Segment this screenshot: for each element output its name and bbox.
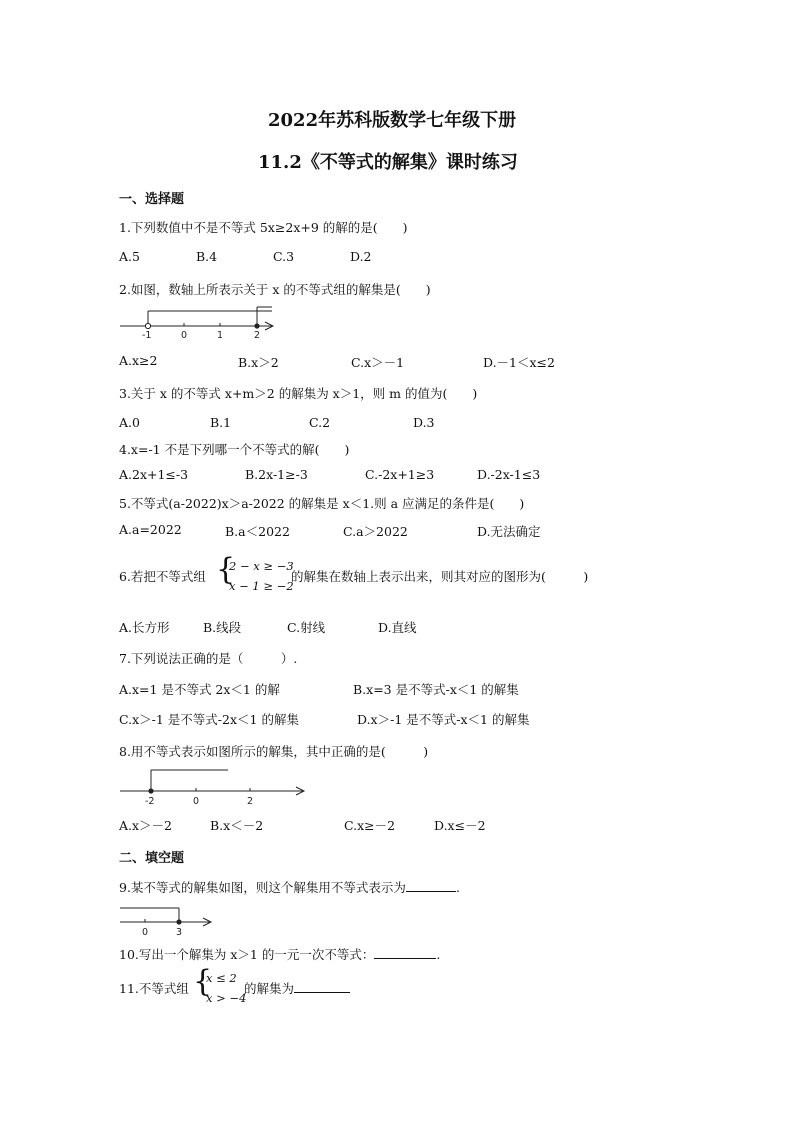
q3-option-c: C.2 <box>309 415 331 430</box>
q7-option-a: A.x=1 是不等式 2x＜1 的解 <box>119 682 280 697</box>
q4-option-c: C.-2x+1≥3 <box>365 467 435 482</box>
q5-option-d: D.无法确定 <box>477 524 541 539</box>
q5-option-a: A.a=2022 <box>119 522 182 537</box>
q7-option-d: D.x＞-1 是不等式-x＜1 的解集 <box>357 712 530 727</box>
q4-option-a: A.2x+1≤-3 <box>119 467 189 482</box>
question-2: 2.如图，数轴上所表示关于 x 的不等式组的解集是( ) <box>119 282 431 297</box>
question-10-text: 10.写出一个解集为 x＞1 的一元一次不等式： <box>119 947 375 962</box>
question-11 <box>244 979 350 997</box>
q8-option-c: C.x≥－2 <box>344 818 396 833</box>
q6-option-c: C.射线 <box>287 620 326 635</box>
q3-option-d: D.3 <box>413 415 435 430</box>
question-8: 8.用不等式表示如图所示的解集，其中正确的是( ) <box>119 744 429 759</box>
section-heading-fill: 二、填空题 <box>119 851 185 866</box>
q6-system-line-2: x − 1 ≥ −2 <box>229 579 294 593</box>
answer-blank[interactable] <box>406 879 456 892</box>
q5-option-c: C.a＞2022 <box>343 524 408 539</box>
answer-blank[interactable] <box>294 980 350 993</box>
question-6-prefix: 6.若把不等式组 <box>119 569 206 584</box>
document-subtitle: 11.2《不等式的解集》课时练习 <box>258 152 518 173</box>
q6-system-brace: { <box>216 552 236 587</box>
q6-option-a: A.长方形 <box>119 620 170 635</box>
question-5: 5.不等式(a-2022)x＞a-2022 的解集是 x＜1.则 a 应满足的条件是( ) <box>119 496 525 511</box>
q8-tick-label: -2 <box>145 796 155 807</box>
document-title: 2022年苏科版数学七年级下册 <box>268 110 517 131</box>
q2-tick-label: 2 <box>254 330 261 340</box>
section-heading-choice: 一、选择题 <box>119 192 185 207</box>
q8-tick-label: 0 <box>193 796 200 807</box>
question-9 <box>119 878 460 896</box>
q2-option-c: C.x＞－1 <box>351 355 405 370</box>
q2-option-a: A.x≥2 <box>119 353 158 368</box>
q3-option-b: B.1 <box>210 415 232 430</box>
question-3: 3.关于 x 的不等式 x+m＞2 的解集为 x＞1，则 m 的值为( ) <box>119 386 478 401</box>
question-10 <box>119 945 440 963</box>
q6-system-line-1: 2 − x ≥ −3 <box>229 559 294 573</box>
answer-blank[interactable] <box>374 946 436 959</box>
q1-option-a: A.5 <box>119 249 140 264</box>
question-1: 1.下列数值中不是不等式 5x≥2x+9 的解的是( ) <box>119 220 408 235</box>
q6-option-b: B.线段 <box>203 620 242 635</box>
q11-system-line-2: x > −4 <box>206 991 247 1005</box>
q8-option-b: B.x＜－2 <box>210 818 264 833</box>
question-9-end: . <box>455 880 460 895</box>
q2-option-d: D.－1＜x≤2 <box>483 355 555 370</box>
question-11-suffix: 的解集为 <box>244 981 295 996</box>
q2-number-line <box>118 304 278 340</box>
question-7: 7.下列说法正确的是（ ）. <box>119 651 298 666</box>
q2-tick-label: 0 <box>181 330 188 340</box>
q4-option-d: D.-2x-1≤3 <box>477 467 541 482</box>
q8-number-line <box>118 764 310 808</box>
q11-system-line-1: x ≤ 2 <box>206 971 237 985</box>
q9-number-line <box>118 902 214 938</box>
q9-tick-label: 0 <box>142 927 149 938</box>
q1-option-b: B.4 <box>196 249 218 264</box>
question-11-prefix: 11.不等式组 <box>119 981 189 996</box>
q5-option-b: B.a＜2022 <box>225 524 290 539</box>
q7-option-c: C.x＞-1 是不等式-2x＜1 的解集 <box>119 712 299 727</box>
q8-option-a: A.x＞－2 <box>119 818 173 833</box>
question-9-text: 9.某不等式的解集如图，则这个解集用不等式表示为 <box>119 880 406 895</box>
q3-option-a: A.0 <box>119 415 140 430</box>
question-6-suffix: 的解集在数轴上表示出来，则其对应的图形为( ) <box>291 569 589 584</box>
q11-system-brace: { <box>193 964 213 999</box>
q9-tick-label: 3 <box>176 927 183 938</box>
q8-option-d: D.x≤－2 <box>434 818 486 833</box>
q1-option-c: C.3 <box>273 249 295 264</box>
q6-option-d: D.直线 <box>378 620 417 635</box>
q2-tick-label: 1 <box>217 330 224 340</box>
q8-tick-label: 2 <box>247 796 254 807</box>
q2-option-b: B.x＞2 <box>238 355 279 370</box>
q4-option-b: B.2x-1≥-3 <box>245 467 308 482</box>
q2-tick-label: -1 <box>142 330 152 340</box>
q1-option-d: D.2 <box>350 249 372 264</box>
question-10-end: . <box>436 947 441 962</box>
question-4: 4.x=-1 不是下列哪一个不等式的解( ) <box>119 442 350 457</box>
q7-option-b: B.x=3 是不等式-x＜1 的解集 <box>353 682 519 697</box>
